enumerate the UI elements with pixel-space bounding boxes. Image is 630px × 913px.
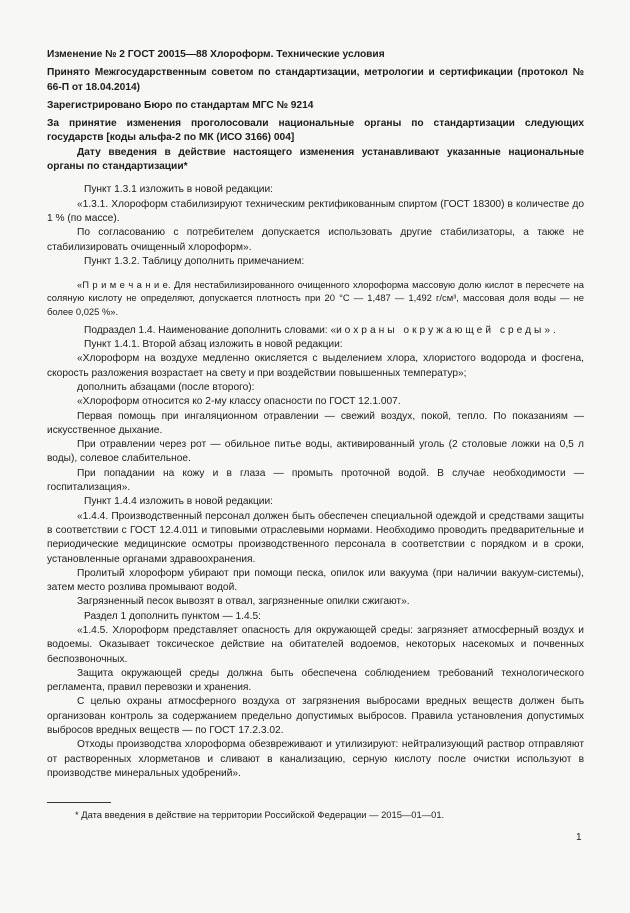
paragraph: «1.4.5. Хлороформ представляет опасность для окружающей среды: загрязняет атмосферный воздух и водоемы. Оказывает токсическое действие на обитателей водоемов, некоторых насекомых и почвенных беспозвоночных. xyxy=(47,625,584,665)
paragraph: Пункт 1.3.1 изложить в новой редакции: xyxy=(84,184,274,196)
effective-date-statement: Дату введения в действие настоящего изменения устанавливают указанные национальные органы по стандартизации* xyxy=(47,146,584,173)
adoption-statement: Принято Межгосударственным советом по стандартизации, метрологии и сертификации (протокол № 66-П от 18.04.2014) xyxy=(47,67,584,93)
spaced-words: охраны окружающей среды» xyxy=(344,324,554,336)
paragraph: Пункт 1.3.2. Таблицу дополнить примечанием: xyxy=(84,255,305,267)
paragraph: Пункт 1.4.1. Второй абзац изложить в новой редакции: xyxy=(84,339,343,351)
paragraph: Пункт 1.4.4 изложить в новой редакции: xyxy=(84,496,274,508)
paragraph: Раздел 1 дополнить пунктом — 1.4.5: xyxy=(84,610,261,622)
paragraph: При попадании на кожу и в глаза — промыть проточной водой. В случае необходимости — госпитализация». xyxy=(47,467,584,494)
paragraph: «1.3.1. Хлороформ стабилизируют техническим ректификованным спиртом (ГОСТ 18300) в количестве до 1 % (по массе). xyxy=(47,198,584,224)
registration-statement: Зарегистрировано Бюро по стандартам МГС № 9214 xyxy=(47,99,314,111)
paragraph: Защита окружающей среды должна быть обеспечена соблюдением требований технологического регламента, правил перевозки и хранения. xyxy=(47,667,584,694)
document-body xyxy=(47,48,584,781)
table-note xyxy=(47,278,584,318)
page-number: 1 xyxy=(576,832,582,843)
paragraph: С целью охраны атмосферного воздуха от загрязнения выбросами вредных веществ должен быть организован контроль за содержанием предельно допустимых выбросов. Правила установления допустимых выбросов вредных веществ — по ГОСТ 17.2.3.02. xyxy=(47,696,584,737)
amendment-title: Изменение № 2 ГОСТ 20015—88 Хлороформ. Технические условия xyxy=(47,49,385,60)
paragraph: Первая помощь при ингаляционном отравлении — свежий воздух, покой, тепло. По показаниям — искусственное дыхание. xyxy=(47,410,584,436)
note-label: «П р и м е ч а н и е. xyxy=(77,279,171,291)
paragraph: «Хлороформ относится ко 2-му классу опасности по ГОСТ 12.1.007. xyxy=(77,396,401,408)
paragraph: дополнить абзацами (после второго): xyxy=(77,381,255,393)
paragraph: По согласованию с потребителем допускается использовать другие стабилизаторы, а также не стабилизировать очищенный хлороформ». xyxy=(47,227,584,253)
paragraph: «1.4.4. Производственный персонал должен быть обеспечен специальной одеждой и средствами защиты в соответствии с ГОСТ 12.4.011 и типовыми отраслевыми нормами. Необходимо проводить предварительные и периодические медицинские осмотры производственного персонала в соответствии с порядком и в сроки, установленные органами здравоохранения. xyxy=(47,510,584,565)
note-text: Для нестабилизированного очищенного хлороформа массовую долю кислот в пересчете на соляную кислоту не определяют, допускается плотность при 20 °С — 1,487 — 1,492 г/см³, массовая доля воды — не более 0,025 %». xyxy=(47,279,584,317)
paragraph: «Хлороформ на воздухе медленно окисляется с выделением хлора, хлористого водорода и фосгена, скорость разложения возрастает на свету и при воздействии повышенных температур»; xyxy=(47,353,584,379)
footnote: * Дата введения в действие на территории Российской Федерации — 2015—01—01. xyxy=(75,809,445,820)
paragraph: Подраздел 1.4. Наименование дополнить словами: «и охраны окружающей среды». xyxy=(84,324,556,336)
paragraph: Пролитый хлороформ убирают при помощи песка, опилок или вакуума (при наличии вакуум-системы), затем место розлива промывают водой. xyxy=(47,567,584,594)
paragraph: При отравлении через рот — обильное питье воды, активированный уголь (2 столовые ложки на 0,5 л воды), солевое слабительное. xyxy=(47,439,584,465)
paragraph: Загрязненный песок вывозят в отвал, загрязненные опилки сжигают». xyxy=(77,596,410,608)
footnote-divider xyxy=(47,802,111,803)
voting-statement: За принятие изменения проголосовали национальные органы по стандартизации следующих государств [коды альфа-2 по МК (ИСО 3166) 004] xyxy=(47,118,584,144)
paragraph: Отходы производства хлороформа обезвреживают и утилизируют: нейтрализующий раствор отправляют от растворенных хлорметанов и сливают в канализацию, серную кислоту после очистки используют в производстве минеральных удобрений». xyxy=(47,739,584,779)
